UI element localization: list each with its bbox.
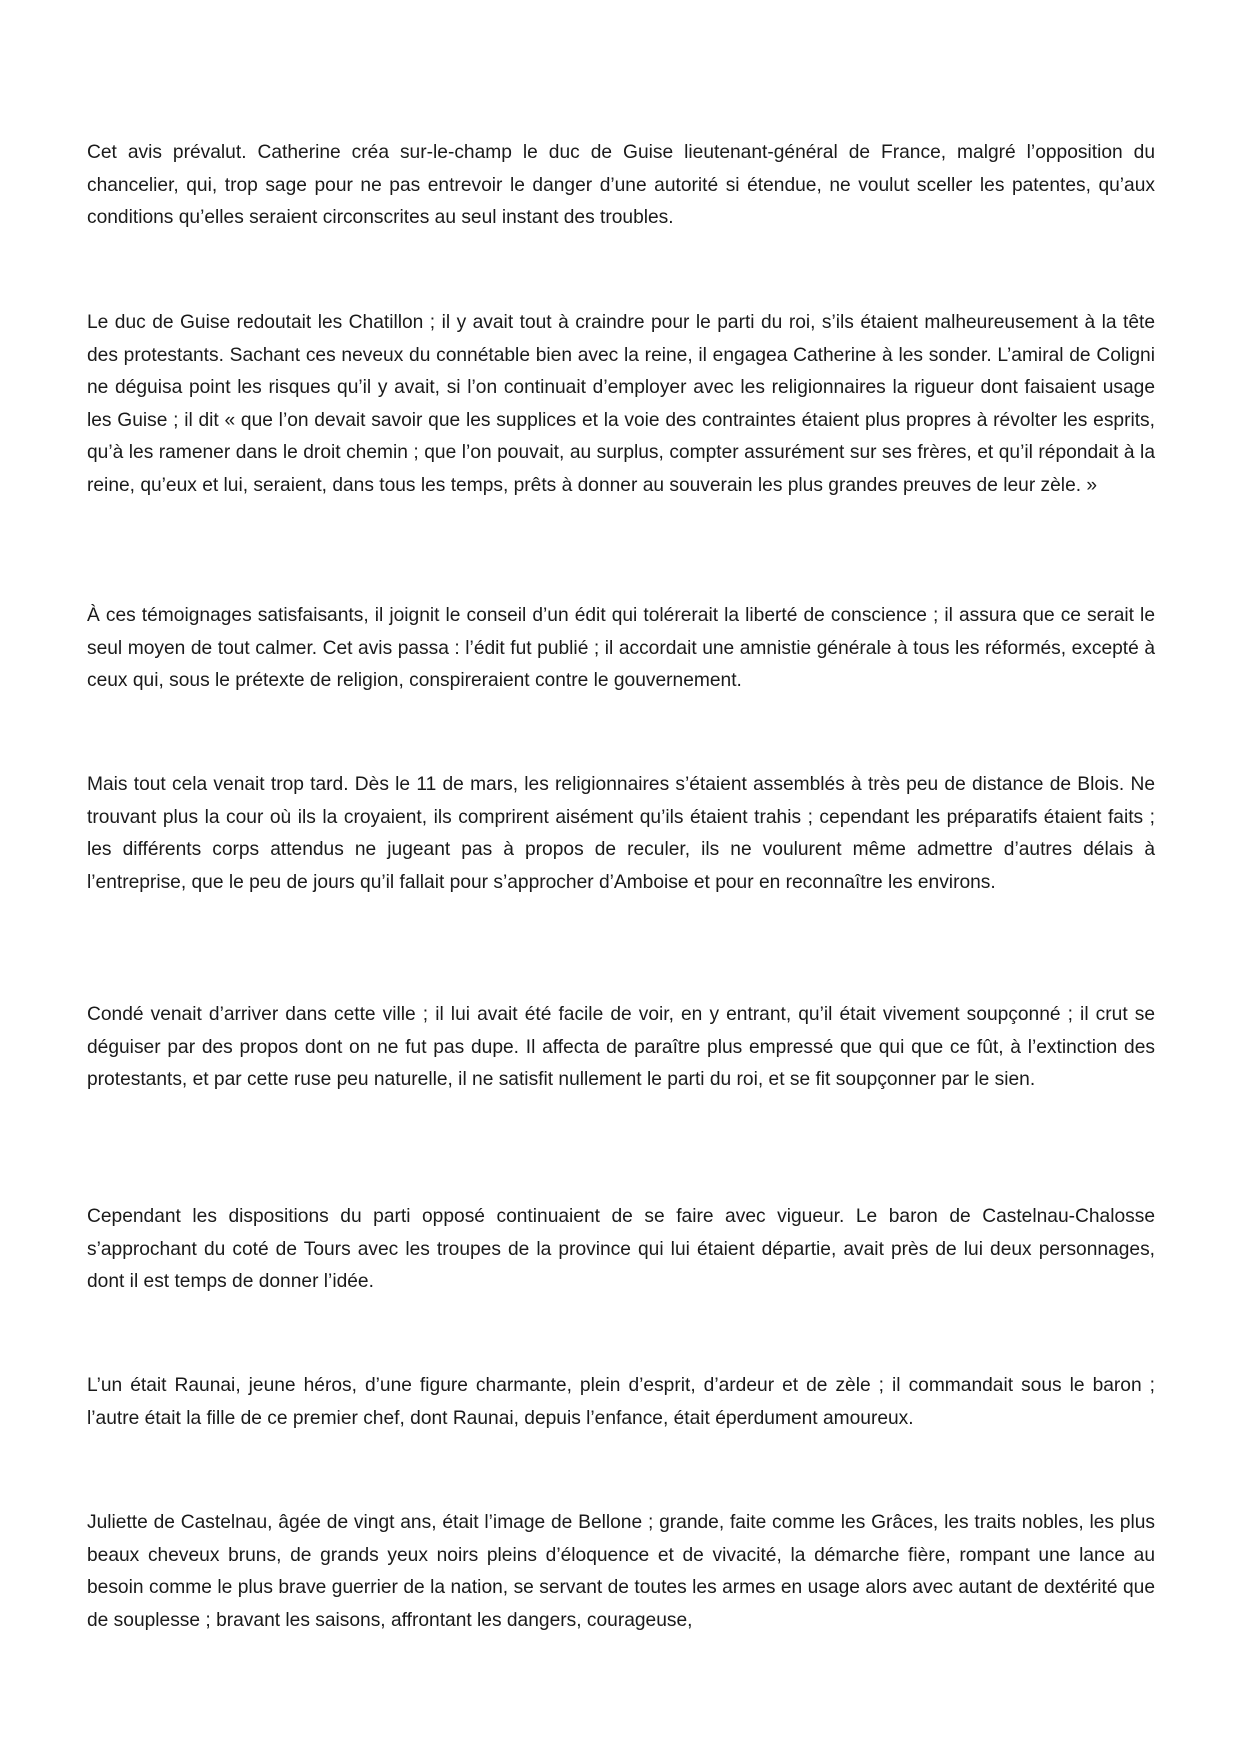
paragraph-4: Mais tout cela venait trop tard. Dès le 11 de mars, les religionnaires s’étaient assemblés à très peu de distance de Blois. Ne trouvant plus la cour où ils la croyaient, ils comprirent aisément qu’ils étaient trahis ; cependant les préparatifs étaient faits ; les différents corps attendus ne jugeant pas à propos de reculer, ils ne voulurent même admettre d’autres délais à l’entreprise, que le peu de jours qu’il fallait pour s’approcher d’Amboise et pour en reconnaître les environs.	[87, 774, 1155, 893]
paragraph-6: Cependant les dispositions du parti opposé continuaient de se faire avec vigueur. Le baron de Castelnau-Chalosse s’approchant du coté de Tours avec les troupes de la province qui lui étaient départie, avait près de lui deux personnages, dont il est temps de donner l’idée.	[87, 1206, 1155, 1292]
paragraph-8: Juliette de Castelnau, âgée de vingt ans, était l’image de Bellone ; grande, faite comme les Grâces, les traits nobles, les plus beaux cheveux bruns, de grands yeux noirs pleins d’éloquence et de vivacité, la démarche fière, rompant une lance au besoin comme le plus brave guerrier de la nation, se servant de toutes les armes en usage alors avec autant de dextérité que de souplesse ; bravant les saisons, affrontant les dangers, courageuse,	[87, 1512, 1155, 1631]
paragraph-2: Le duc de Guise redoutait les Chatillon ; il y avait tout à craindre pour le parti du roi, s’ils étaient malheureusement à la tête des protestants. Sachant ces neveux du connétable bien avec la reine, il engagea Catherine à les sonder. L’amiral de Coligni ne déguisa point les risques qu’il y avait, si l’on continuait d’employer avec les religionnaires la rigueur dont faisaient usage les Guise ; il dit « que l’on devait savoir que les supplices et la voie des contraintes étaient plus propres à révolter les esprits, qu’à les ramener dans le droit chemin ; que l’on pouvait, au surplus, compter assurément sur ses frères, et qu’il répondait à la reine, qu’eux et lui, seraient, dans tous les temps, prêts à donner au souverain les plus grandes preuves de leur zèle. »	[87, 312, 1155, 496]
paragraph-5: Condé venait d’arriver dans cette ville ; il lui avait été facile de voir, en y entrant, qu’il était vivement soupçonné ; il crut se déguiser par des propos dont on ne fut pas dupe. Il affecta de paraître plus empressé que qui que ce fût, à l’extinction des protestants, et par cette ruse peu naturelle, il ne satisfit nullement le parti du roi, et se fit soupçonner par le sien.	[87, 1004, 1155, 1090]
paragraph-7: L’un était Raunai, jeune héros, d’une figure charmante, plein d’esprit, d’ardeur et de zèle ; il commandait sous le baron ; l’autre était la fille de ce premier chef, dont Raunai, depuis l’enfance, était éperdument amoureux.	[87, 1375, 1155, 1429]
paragraph-1: Cet avis prévalut. Catherine créa sur-le-champ le duc de Guise lieutenant-général de France, malgré l’opposition du chancelier, qui, trop sage pour ne pas entrevoir le danger d’une autorité si étendue, ne voulut sceller les patentes, qu’aux conditions qu’elles seraient circonscrites au seul instant des troubles.	[87, 142, 1155, 228]
paragraph-3: À ces témoignages satisfaisants, il joignit le conseil d’un édit qui tolérerait la liberté de conscience ; il assura que ce serait le seul moyen de tout calmer. Cet avis passa : l’édit fut publié ; il accordait une amnistie générale à tous les réformés, excepté à ceux qui, sous le prétexte de religion, conspireraient contre le gouvernement.	[87, 605, 1155, 691]
